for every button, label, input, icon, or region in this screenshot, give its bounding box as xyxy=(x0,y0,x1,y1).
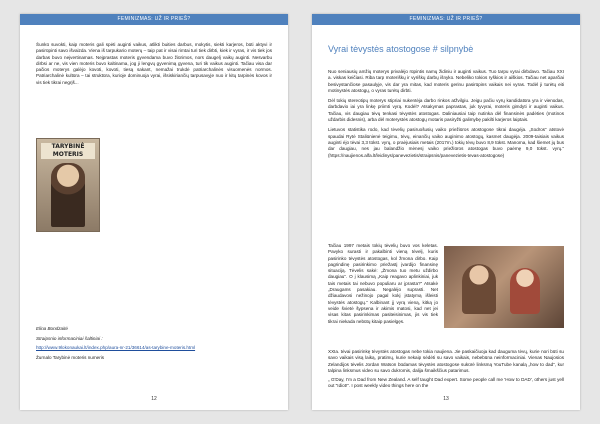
article-credits xyxy=(36,326,272,361)
photo-person-father xyxy=(462,264,496,314)
interview-column xyxy=(328,243,438,325)
book-cover-image xyxy=(36,138,100,232)
page-number: 12 xyxy=(151,396,157,402)
article-paragraph: Tačiau 1997 metais tokių tėvelių buvo vos keletas. Pavyko surasti ir pakalbinti vieną tėvelį, kuris pasirinko tėvystės atostogas, kol žmona dirbo. Kaip pagrindinę pasirinkimo priežastį įvardijo finansinę situaciją. Tėvelis sakė: „Žmona tuo metu uždirbo daugiau“. O į klausimą „Kaip reagavo aplinkiniai, juk tais metais tai nebuvo populiaru ar įprasta?“ Atsakė „Draugams pasakiau. Negalėjo suprasti. Net džiaudavosi nežinojo pagal kokį įstatymą išleisti tėvystės atostogų.“ Kalbinant jį vyrą vieną, kitką jo veide švietė šypsena ir akimis matosi, kad net jei visas kitas pasirinkimas pasiteisinimas, jis vis tiek tikrai niekada nebūtų kitaip pasielgęs. xyxy=(328,243,438,324)
article-title: Vyrai tėvystės atostogose # silpnybė xyxy=(328,44,474,54)
source-link[interactable]: http://www.9lokonaukai.lt/index.php/aura-nr-21/36614/as-tarybine-moteris.html xyxy=(36,345,196,350)
right-article-body-bottom xyxy=(328,349,564,393)
right-article-body-top xyxy=(328,69,564,163)
sources-label: Straipsnio informaciniai šaltiniai : xyxy=(36,335,103,341)
article-paragraph: Dėl tokių stereotipų moterys stipriai nukentėja darbo rinkos atžvilgiu. Jeigu pačiu vyrų kandidatūra yra ir vienodas, darbdavio iai yra linkę priimti vyrą. Kodėl? Atsakymas paprastas, juk tyvyrai, moteris gimdyti ir auginti vaikus. Tačiau, vis daugiau tėvų tenkasi tėvystės atostogas. Daliniausiai taip nutinka dėl finansinės padėties (motinos uždarbis didesnis), arba dėl moterystės atostogų motaris pasiryžti galimybę pakilti karjeros laiptais. xyxy=(328,98,564,123)
article-paragraph: Nuo seniausių amžių moterys privalėjo rūpintis namų židiniu ir auginti vaikus. Tuo tarpu vyrai dirbdavo. Tačiau XXI a. viskas keičiasi. Riba tarp moteriškų ir vyriškų darbų išnyko. Nebeliko tokios ryškios ir aiškios. Tačiau net aparčiai besivystančiose pasaulyje, vis dar yra mitas, kad moteris gerinu pasirūpins vaikais nei vyras. Todėl ji turėtų eiti motinystės atostogų, o vyras turėtų dirbti. xyxy=(328,69,564,93)
cover-title: TARYBINĖ MOTERIS xyxy=(41,143,95,159)
left-page xyxy=(20,14,288,410)
cover-figure xyxy=(51,163,85,227)
page-header: FEMINIZMAS: UŽ IR PRIEŠ? xyxy=(312,14,580,25)
article-paragraph: Šunkū suvokti, kaip moteris gali spėti auginti vaikus, atlikti buities darbus, mokytis, siekti karjeros, būti aktyvi ir pasirūpinti savo išvaizda. Viena iš tarpukario moterų – taip pat ir visai rimtai turi tiek dirbti, kiek ir vyras, ir vis tiek jos darbas buvo neįvertinamas. Neįprastas moteris gyvendama buvo žiūrimos, nors daugelį vaikų auginti. Nesvarbu dirbsi ar ne, vis vien moteris buvo kaltinama, jog ji lengvų gyvenimą gyvena, turi tik vaikus auginti. Tačiau visa dar pačios moterys galėjo kovoti, kovoti, tiesą sakant, nemažai trukdė patriarchalinės visuomenės normos. Patriarchalinė kultūra – tai struktūra, kurioje dominuoja vyrai, išsiskiriančių tarpusavyje nuo ir kitų tarpinės kovos ir vis tiek tikrai negrįš... xyxy=(36,42,272,85)
article-paragraph: Lietuvos statistika rodo, kad tėvelių pasiruošusių vaiko priežiūros atostogose tikrai daugėja. „Sodros“ atstovė spaudai Rytė Staliūnienė teigimu, tėvų, einančių vaiko auginimo atostogų, kasmet daugėja. 2009-taisiais vaikus auginti ėjo tėvai 3,3 tūkst. vyrų, o praėjusiais metais (2017m.) tokių tėvų buvo 8,9 tūkst. Manoma, kad šiemet jų bus dar daugiau, nes jau balandžio mėnesį vaiko priežiūros atostogas buvo paėmę 9,0 tūkst. vyrų.“ (https://naujienos.alfa.lt/leidinys/panevezietis/straipsnis/panevezietis-tevas-atostogose) xyxy=(328,127,564,158)
left-article-body xyxy=(36,42,272,86)
article-quote: „ G'Day, I'm a Dad from New Zealand. A self taught Dad expert. Some people call me 'How to DAD', others just yell out "Idiot!". I post weekly video things here on the xyxy=(328,377,564,389)
author-name: Elina Bondzaitė xyxy=(36,326,68,331)
article-paragraph: XXIa. tėvai pasirinkę tėvystės atostogas nebe tokia naujiena. Jie paskaičiuoja kad dauguma tėvų, kurie nori būti su savo vaikais visą laiką, pratimų, kurie nekaip sėdėti su savo vaikais, nebebūna neinformaciniai. Vienas Naujosios Zelandijos tėvelis Jordan Watson būdamas tėvystės atostogose sukūrė linksmą YouTube kanalą „how to dad“, kur talpina linksmus video su savo dukromis, dalija šmaikščius patarimus. xyxy=(328,349,564,373)
family-photo xyxy=(444,246,564,328)
source-note: Žurnalo Tarybinė moteris numeris xyxy=(36,354,105,360)
photo-person-child xyxy=(510,268,540,314)
page-number: 13 xyxy=(443,396,449,402)
page-header: FEMINIZMAS: UŽ IR PRIEŠ? xyxy=(20,14,288,25)
right-page xyxy=(312,14,580,410)
